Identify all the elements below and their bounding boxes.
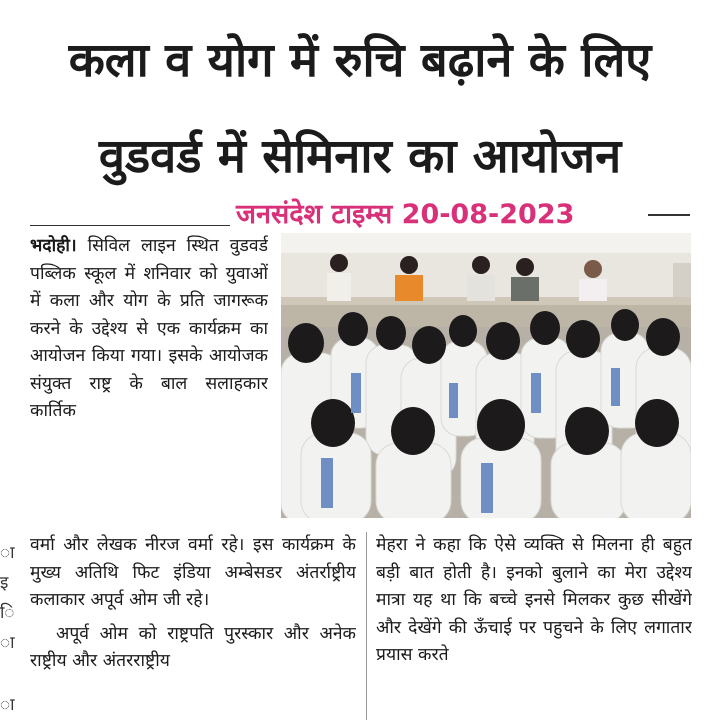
dateline: भदोही। <box>30 236 77 256</box>
headline-line-2: वुडवर्ड में सेमिनार का आयोजन <box>98 129 622 184</box>
article-text: वर्मा और लेखक नीरज वर्मा रहे। इस कार्यक्रम के मुख्य अतिथि फिट इंडिया अम्बेसडर अंतर्राष्ट्रीय कलाकार अपूर्व ओम जी रहे। <box>30 535 356 610</box>
edge-glyph: इ <box>0 573 9 593</box>
column-divider <box>366 532 367 720</box>
edge-glyph: ा <box>0 543 15 563</box>
article-column-1-upper <box>30 233 268 523</box>
seminar-photo-illustration <box>281 233 691 518</box>
article-text: सिविल लाइन स्थित वुडवर्ड पब्लिक स्कूल में शनिवार को युवाओं में कला और योग के प्रति जागरूक करने के उद्देश्य से एक कार्यक्रम का आयोजन किया गया। इसके आयोजक संयुक्त राष्ट्र के बाल सलाहकार कार्तिक <box>30 236 268 421</box>
edge-glyph: ा <box>0 633 15 653</box>
headline-line-1: कला व योग में रुचि बढ़ाने के लिए <box>68 33 652 88</box>
publication-byline: जनसंदेश टाइम्स 20-08-2023 <box>236 199 575 230</box>
byline-rule <box>648 214 690 216</box>
edge-glyph: ि <box>0 603 15 623</box>
article-text: मेहरा ने कहा कि ऐसे व्यक्ति से मिलना ही बहुत बड़ी बात होती है। इनको बुलाने का मेरा उद्देश्य मात्रा यह था कि बच्चे इनसे मिलकर कुछ सीखेंगे और देखेंगे की ऊँचाई पर पहुचने के लिए लगातार प्रयास करते <box>376 535 692 665</box>
article-column-2 <box>376 532 692 720</box>
edge-glyph: ा <box>0 695 15 715</box>
article-text: अपूर्व ओम को राष्ट्रपति पुरस्कार और अनेक राष्ट्रीय और अंतरराष्ट्रीय <box>30 623 356 671</box>
column-top-rule <box>30 225 230 226</box>
ceiling <box>281 233 691 253</box>
article-column-1-lower <box>30 532 356 720</box>
adjacent-column-edge <box>0 0 14 720</box>
seminar-photo <box>281 233 691 518</box>
